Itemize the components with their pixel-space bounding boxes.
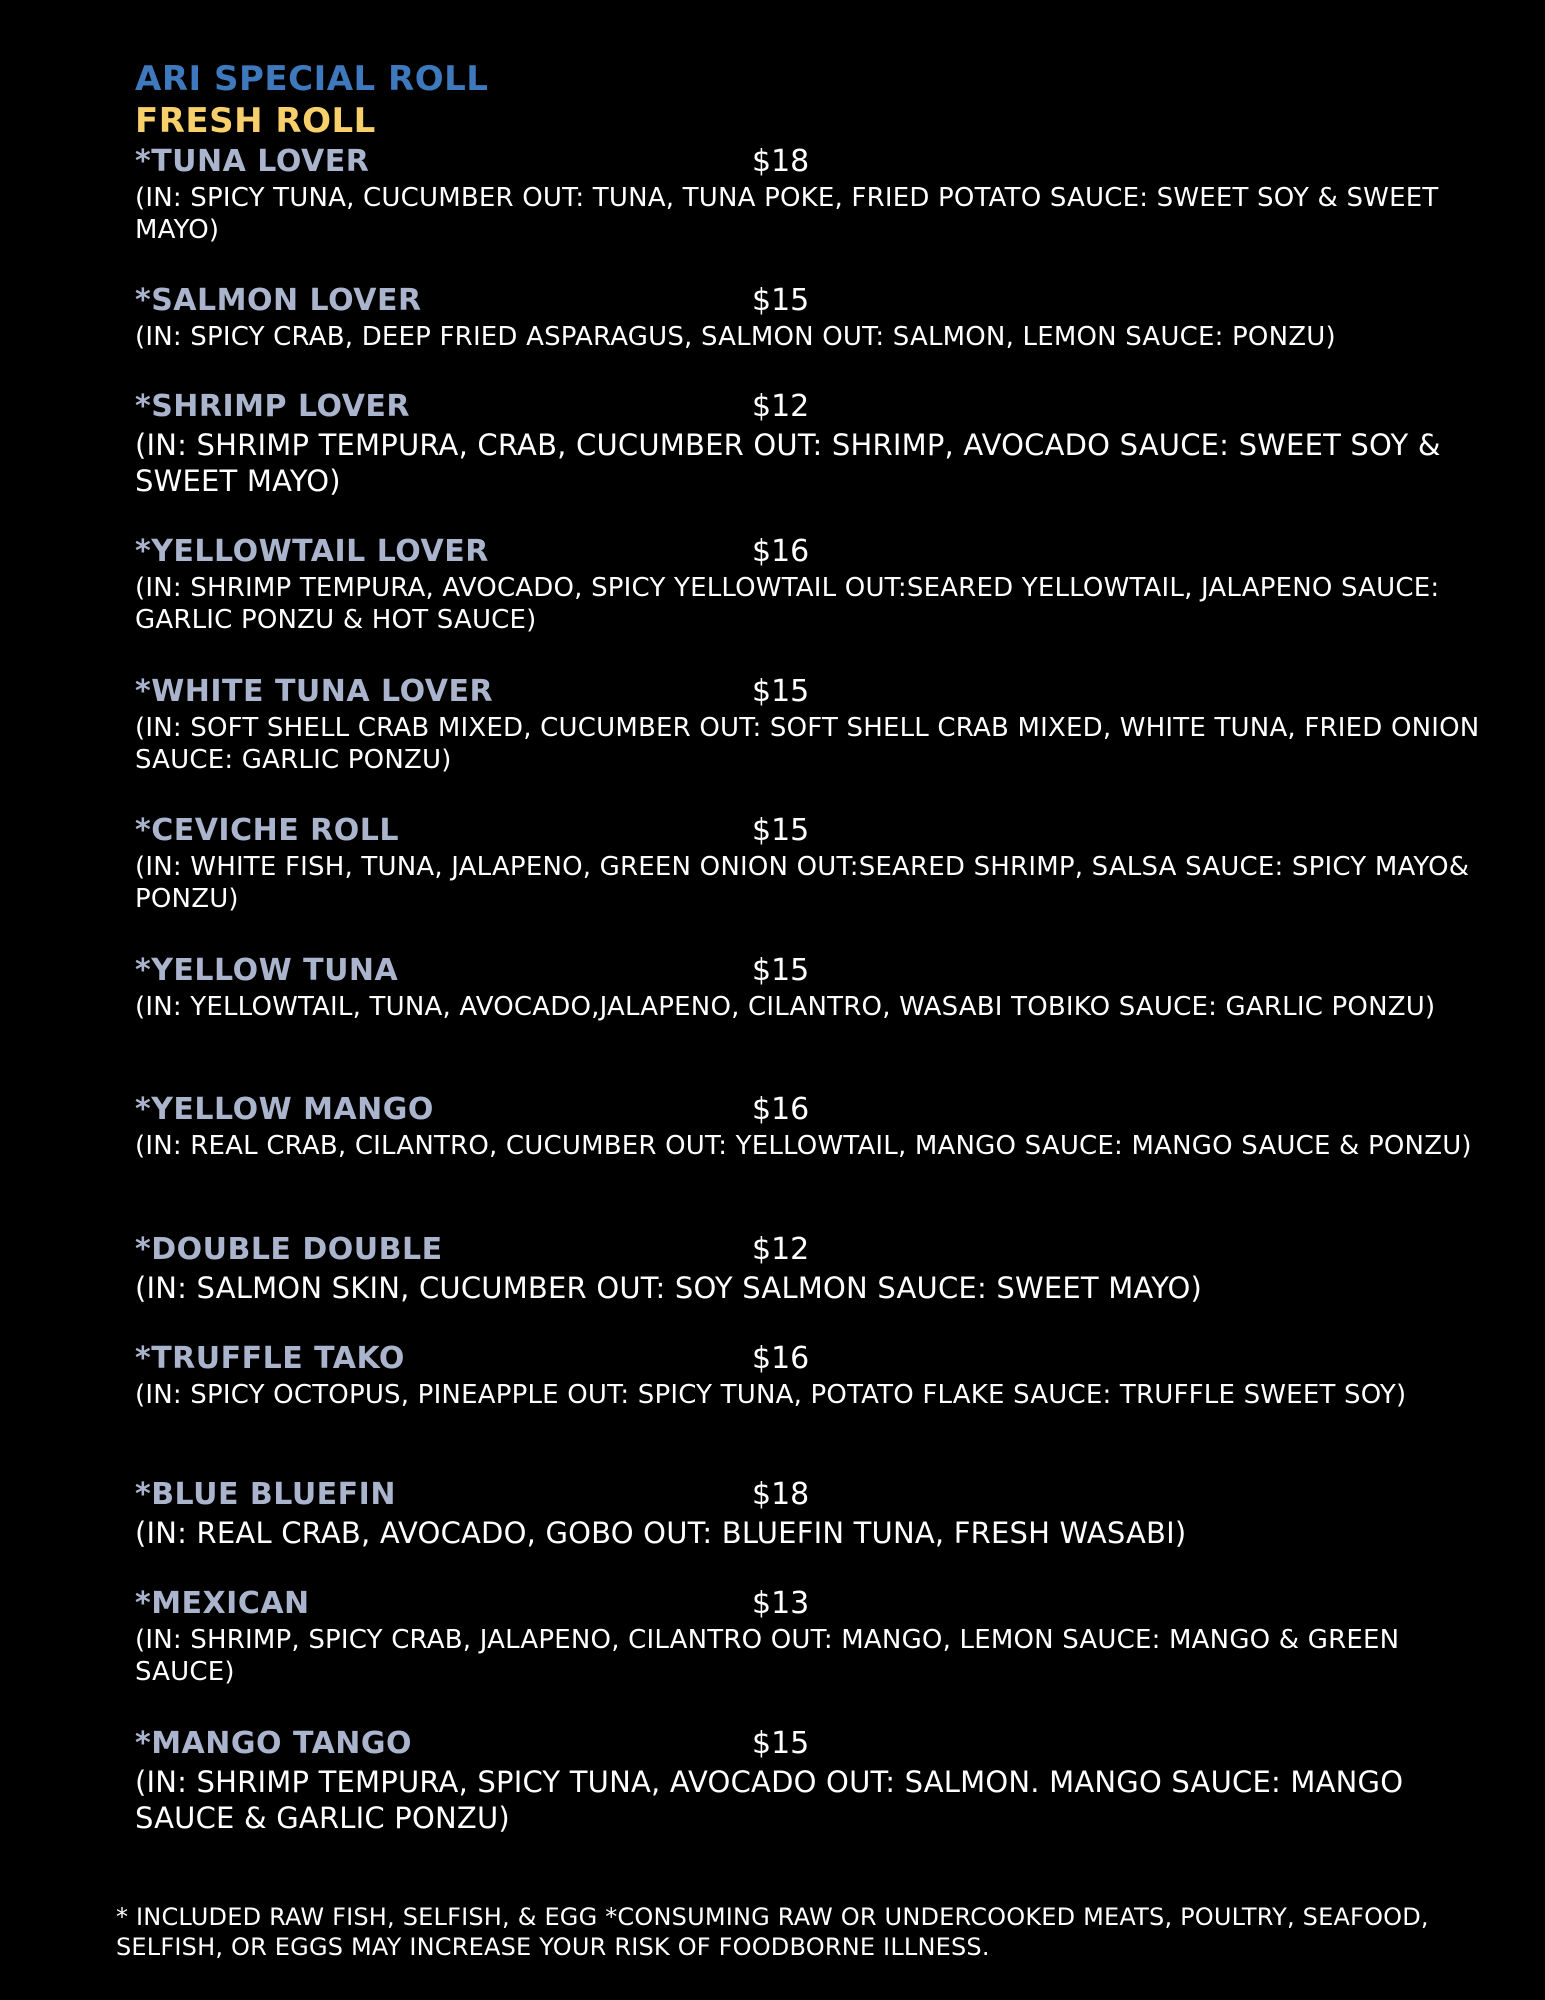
menu-item: [135, 387, 1485, 499]
item-price: $18: [752, 144, 810, 179]
menu-item: [135, 1090, 1485, 1162]
item-price: $16: [752, 534, 810, 569]
item-name: *YELLOW TUNA: [135, 953, 399, 988]
item-name: *BLUE BLUEFIN: [135, 1477, 396, 1512]
item-description: (IN: SPICY OCTOPUS, PINEAPPLE OUT: SPICY TUNA, POTATO FLAKE SAUCE: TRUFFLE SWEET SOY): [135, 1380, 1407, 1410]
item-price: $15: [752, 674, 810, 709]
menu-header: [135, 58, 488, 142]
item-price: $13: [752, 1586, 810, 1621]
item-description: (IN: SPICY TUNA, CUCUMBER OUT: TUNA, TUNA POKE, FRIED POTATO SAUCE: SWEET SOY & SWEET MAYO): [135, 183, 1439, 245]
menu-subtitle: FRESH ROLL: [135, 101, 376, 141]
item-name: *TUNA LOVER: [135, 144, 370, 179]
item-description: (IN: SHRIMP TEMPURA, AVOCADO, SPICY YELLOWTAIL OUT:SEARED YELLOWTAIL, JALAPENO SAUCE: GARLIC PONZU & HOT SAUCE): [135, 573, 1440, 635]
item-description: (IN: SPICY CRAB, DEEP FRIED ASPARAGUS, SALMON OUT: SALMON, LEMON SAUCE: PONZU): [135, 322, 1336, 352]
menu-item: [135, 1724, 1485, 1836]
item-name: *WHITE TUNA LOVER: [135, 674, 494, 709]
item-price: $15: [752, 283, 810, 318]
menu-item: [135, 142, 1485, 246]
menu-item: [135, 1475, 1485, 1551]
menu-item: [135, 532, 1485, 636]
item-name: *TRUFFLE TAKO: [135, 1341, 405, 1376]
item-price: $15: [752, 813, 810, 848]
item-price: $12: [752, 1232, 810, 1267]
item-price: $12: [752, 389, 810, 424]
item-description: (IN: REAL CRAB, CILANTRO, CUCUMBER OUT: YELLOWTAIL, MANGO SAUCE: MANGO SAUCE & PONZU): [135, 1131, 1472, 1161]
menu-item: [135, 1584, 1485, 1688]
item-price: $15: [752, 1726, 810, 1761]
item-name: *SHRIMP LOVER: [135, 389, 411, 424]
item-description: (IN: REAL CRAB, AVOCADO, GOBO OUT: BLUEFIN TUNA, FRESH WASABI): [135, 1516, 1187, 1550]
menu-item: [135, 672, 1485, 776]
item-description: (IN: WHITE FISH, TUNA, JALAPENO, GREEN ONION OUT:SEARED SHRIMP, SALSA SAUCE: SPICY MAYO& PONZU): [135, 852, 1470, 914]
item-price: $15: [752, 953, 810, 988]
item-description: (IN: SOFT SHELL CRAB MIXED, CUCUMBER OUT: SOFT SHELL CRAB MIXED, WHITE TUNA, FRIED ONION SAUCE: GARLIC PONZU): [135, 713, 1480, 775]
item-price: $16: [752, 1092, 810, 1127]
menu-item: [135, 811, 1485, 915]
item-name: *MANGO TANGO: [135, 1726, 413, 1761]
item-name: *SALMON LOVER: [135, 283, 422, 318]
raw-food-disclaimer: * INCLUDED RAW FISH, SELFISH, & EGG *CONSUMING RAW OR UNDERCOOKED MEATS, POULTRY, SEAFOOD, SELFISH, OR EGGS MAY INCREASE YOUR RISK OF FOODBORNE ILLNESS.: [116, 1903, 1429, 1961]
menu-item: [135, 1230, 1485, 1306]
item-name: *YELLOW MANGO: [135, 1092, 434, 1127]
item-name: *CEVICHE ROLL: [135, 813, 399, 848]
menu-item: [135, 281, 1485, 353]
item-price: $16: [752, 1341, 810, 1376]
item-name: *MEXICAN: [135, 1586, 310, 1621]
item-name: *YELLOWTAIL LOVER: [135, 534, 489, 569]
item-description: (IN: SALMON SKIN, CUCUMBER OUT: SOY SALMON SAUCE: SWEET MAYO): [135, 1271, 1203, 1305]
menu-item: [135, 951, 1485, 1023]
item-price: $18: [752, 1477, 810, 1512]
item-name: *DOUBLE DOUBLE: [135, 1232, 443, 1267]
menu-title: ARI SPECIAL ROLL: [135, 59, 489, 99]
item-description: (IN: SHRIMP TEMPURA, CRAB, CUCUMBER OUT: SHRIMP, AVOCADO SAUCE: SWEET SOY & SWEET MAYO): [135, 428, 1441, 498]
menu-item: [135, 1339, 1485, 1411]
item-description: (IN: SHRIMP, SPICY CRAB, JALAPENO, CILANTRO OUT: MANGO, LEMON SAUCE: MANGO & GREEN SAUCE): [135, 1625, 1400, 1687]
item-description: (IN: SHRIMP TEMPURA, SPICY TUNA, AVOCADO OUT: SALMON. MANGO SAUCE: MANGO SAUCE & GARLIC PONZU): [135, 1765, 1404, 1835]
item-description: (IN: YELLOWTAIL, TUNA, AVOCADO,JALAPENO, CILANTRO, WASABI TOBIKO SAUCE: GARLIC PONZU): [135, 992, 1436, 1022]
